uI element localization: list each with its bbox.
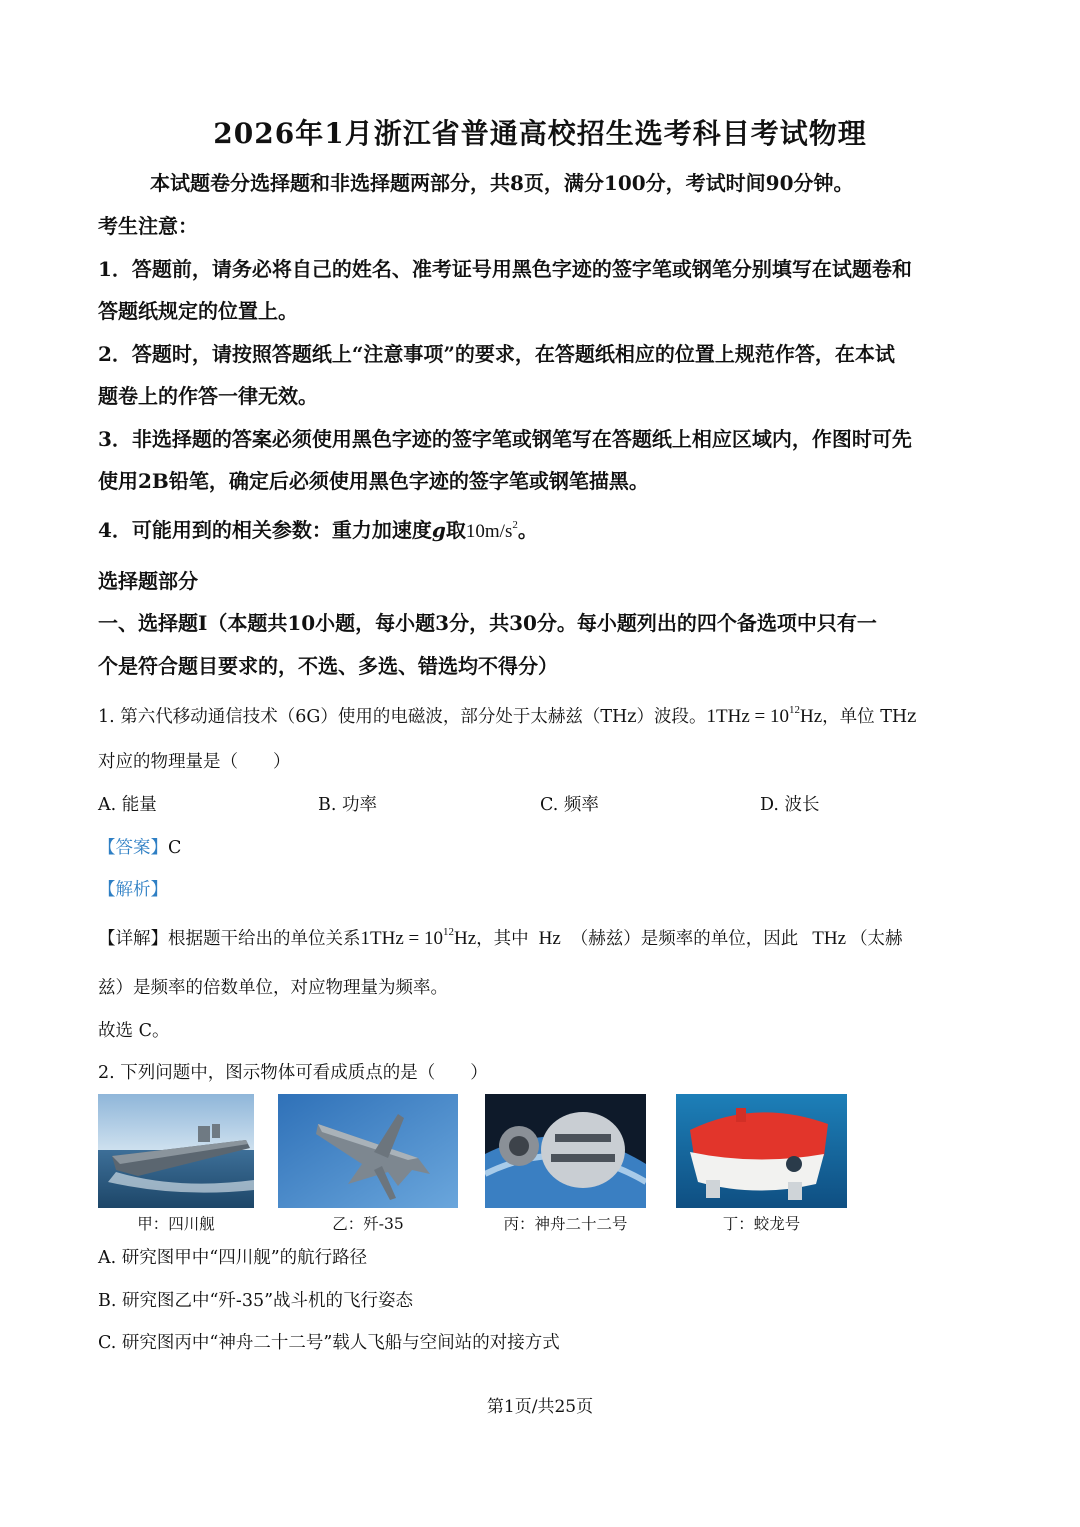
- detail-tag: 【详解】: [98, 929, 168, 949]
- answer-tag: 【答案】: [98, 838, 168, 858]
- q2-option-c: C. 研究图丙中“神舟二十二号”载人飞船与空间站的对接方式: [98, 1333, 560, 1353]
- q1-stem-post: ，单位 THz: [822, 707, 917, 727]
- caption-spacecraft: 丙：神舟二十二号: [503, 1215, 628, 1233]
- q1-stem-text: 1. 第六代移动通信技术（6G）使用的电磁波，部分处于太赫兹（THz）波段。: [98, 707, 707, 727]
- submersible-image: [676, 1094, 847, 1208]
- spacecraft-illustration: [485, 1094, 646, 1208]
- q1-option-c: C. 频率: [540, 795, 599, 815]
- detail-text-end: （太赫: [850, 929, 903, 949]
- q1-stem-line-2: 对应的物理量是（ ）: [98, 752, 291, 772]
- q1-conclusion: 故选 C。: [98, 1021, 170, 1041]
- notice-4-text: 4．可能用到的相关参数：重力加速度: [98, 518, 432, 542]
- detail-text-mid2: （赫兹）是频率的单位，因此: [570, 929, 799, 949]
- notice-1-line-1: 1．答题前，请务必将自己的姓名、准考证号用黑色字迹的签字笔或钢笔分别填写在试题卷和: [98, 257, 912, 281]
- detail-formula-left: 1THz = 10: [360, 928, 443, 949]
- part-heading-line-1: 一、选择题Ⅰ（本题共10小题，每小题3分，共30分。每小题列出的四个备选项中只有一: [98, 611, 877, 635]
- q1-detail-line-2: 兹）是频率的倍数单位，对应物理量为频率。: [98, 978, 448, 998]
- section-label: 选择题部分: [98, 569, 198, 593]
- gravity-unit: [466, 521, 518, 542]
- q2-option-b: B. 研究图乙中“歼-35”战斗机的飞行姿态: [98, 1291, 414, 1311]
- q1-formula-left: 1THz = 10: [706, 706, 790, 727]
- notice-4-take: 取: [445, 518, 466, 542]
- spacecraft-image: [485, 1094, 646, 1208]
- notice-4-end: 。: [517, 518, 538, 542]
- submersible-illustration: [676, 1094, 847, 1208]
- page-title: 2026年1月浙江省普通高校招生选考科目考试物理: [213, 117, 867, 150]
- gravity-unit-base: 10m/s: [465, 521, 513, 542]
- q1-option-b: B. 功率: [318, 795, 377, 815]
- detail-formula-unit: Hz: [453, 928, 477, 949]
- gravity-symbol: g: [431, 518, 446, 542]
- notice-3-line-2: 使用2B铅笔，确定后必须使用黑色字迹的签字笔或钢笔描黑。: [98, 469, 649, 493]
- detail-hz: Hz: [538, 928, 561, 949]
- detail-thz: THz: [812, 928, 847, 949]
- carrier-image: [98, 1094, 254, 1208]
- caption-submersible: 丁：蛟龙号: [722, 1215, 801, 1233]
- q1-option-a: A. 能量: [98, 795, 157, 815]
- notice-2-line-2: 题卷上的作答一律无效。: [98, 384, 318, 408]
- intro-text: 本试题卷分选择题和非选择题两部分，共8页，满分100分，考试时间90分钟。: [150, 171, 854, 195]
- detail-formula-exp: 12: [442, 926, 454, 938]
- q2-stem: 2. 下列问题中，图示物体可看成质点的是（ ）: [98, 1063, 488, 1083]
- notice-3-line-1: 3．非选择题的答案必须使用黑色字迹的签字笔或钢笔写在答题纸上相应区域内，作图时可先: [98, 427, 912, 451]
- caption-fighter: 乙：歼-35: [332, 1215, 404, 1233]
- q1-formula-exp: 12: [789, 704, 801, 716]
- notice-4: [98, 514, 538, 543]
- q1-option-d: D. 波长: [760, 795, 820, 815]
- detail-text-mid1: ，其中: [476, 929, 529, 949]
- fighter-illustration: [278, 1094, 458, 1208]
- caption-carrier: 甲：四川舰: [137, 1215, 215, 1233]
- q1-formula-unit: Hz: [800, 706, 823, 727]
- notice-2-line-1: 2．答题时，请按照答题纸上“注意事项”的要求，在答题纸相应的位置上规范作答，在本试: [98, 342, 895, 366]
- detail-text-pre: 根据题干给出的单位关系: [168, 929, 361, 949]
- notice-1-line-2: 答题纸规定的位置上。: [98, 299, 298, 323]
- detail-formula: [361, 928, 477, 949]
- q1-answer: [98, 834, 181, 859]
- page-footer: 第1页/共25页: [486, 1397, 594, 1417]
- answer-value: C: [168, 838, 182, 858]
- carrier-illustration: [98, 1094, 254, 1208]
- q2-option-a: A. 研究图甲中“四川舰”的航行路径: [98, 1248, 368, 1268]
- fighter-image: [278, 1094, 458, 1208]
- analysis-tag: 【解析】: [98, 880, 168, 900]
- q1-stem-line-1: [98, 703, 916, 728]
- gravity-unit-exp: 2: [512, 519, 518, 531]
- q1-formula: [707, 706, 823, 727]
- part-heading-line-2: 个是符合题目要求的，不选、多选、错选均不得分）: [98, 654, 558, 678]
- notice-heading: 考生注意：: [98, 214, 198, 238]
- q1-detail-line-1: [98, 925, 903, 950]
